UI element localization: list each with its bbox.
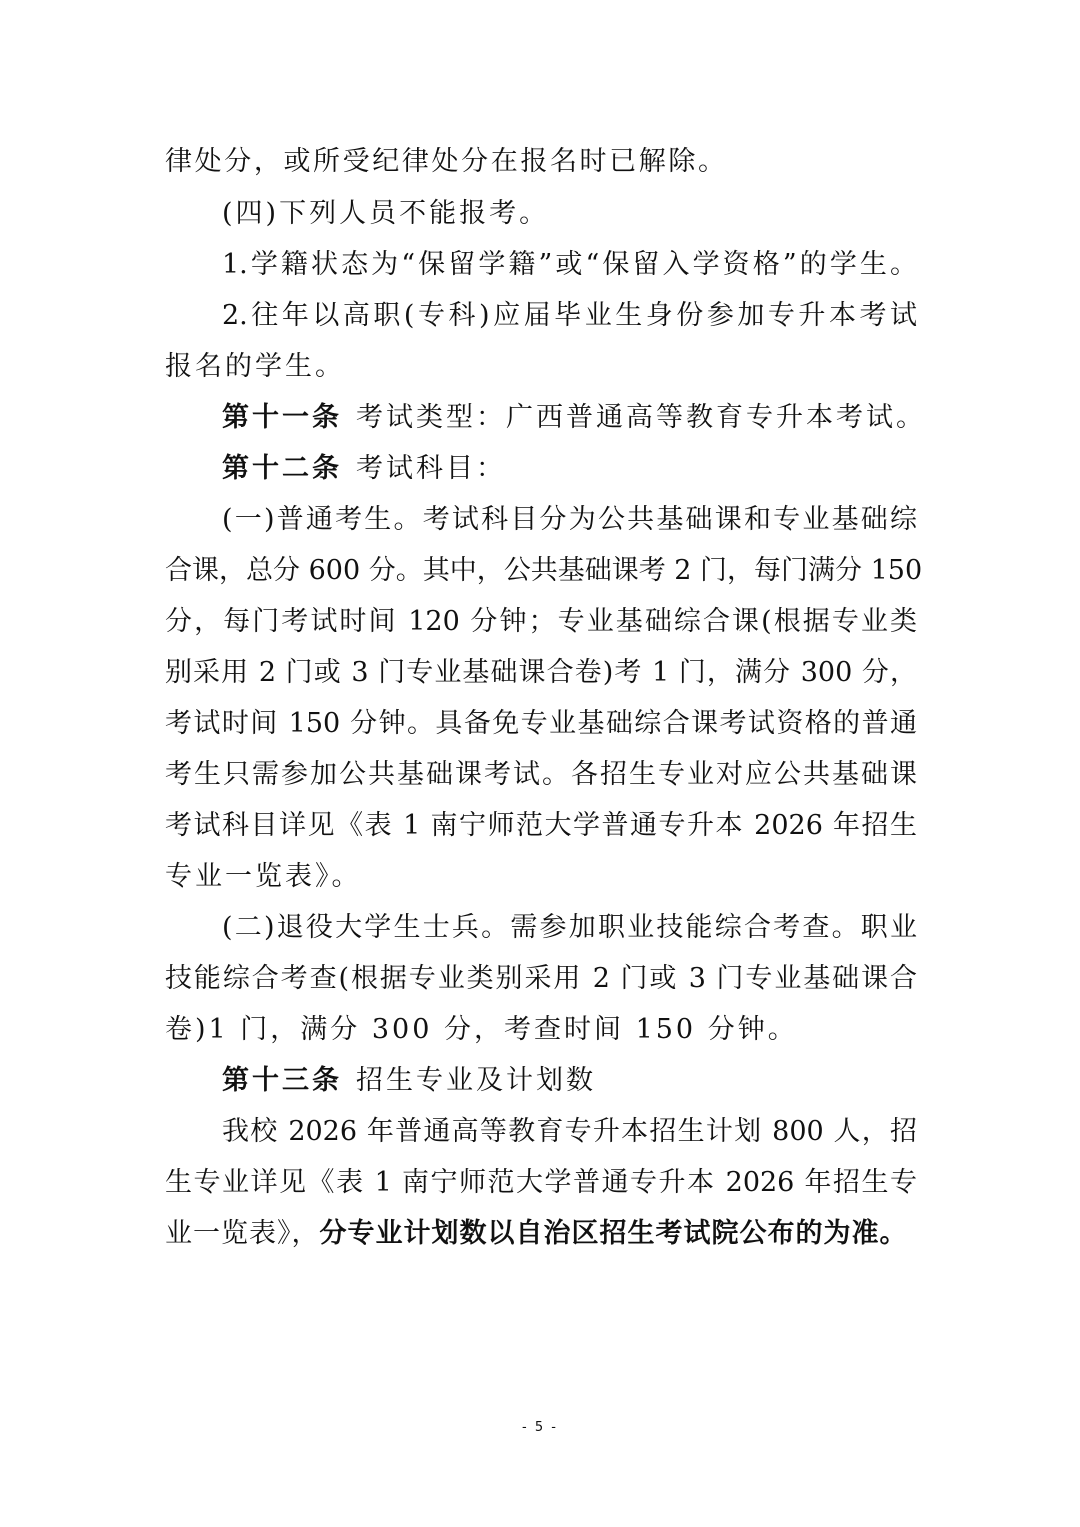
paragraph-line-last <box>165 1214 917 1254</box>
paragraph-line: 1.学籍状态为“保留学籍”或“保留入学资格”的学生。 <box>222 249 917 280</box>
article-11 <box>222 398 926 438</box>
paragraph-line: 考试时间 150 分钟。具备免专业基础综合课考试资格的普通 <box>165 708 917 739</box>
paragraph-line: (二)退役大学生士兵。需参加职业技能综合考查。职业 <box>222 912 917 943</box>
paragraph-line: 2.往年以高职(专科)应届毕业生身份参加专升本考试 <box>222 300 917 331</box>
article-13-title: 第十三条 <box>222 1065 342 1096</box>
paragraph-line: (四)下列人员不能报考。 <box>222 198 550 229</box>
article-12-text: 考试科目： <box>356 453 506 484</box>
paragraph-line: 我校 2026 年普通高等教育专升本招生计划 800 人，招 <box>222 1116 917 1147</box>
article-11-title: 第十一条 <box>222 402 342 433</box>
paragraph-line: 专业一览表》。 <box>165 861 362 892</box>
paragraph-line: 律处分，或所受纪律处分在报名时已解除。 <box>165 146 725 177</box>
plan-text: 业一览表》， <box>165 1218 320 1249</box>
paragraph-line: 生专业详见《表 1 南宁师范大学普通专升本 2026 年招生专 <box>165 1167 917 1198</box>
article-13 <box>222 1061 917 1101</box>
paragraph-line: 别采用 2 门或 3 门专业基础课合卷)考 1 门，满分 300 分， <box>165 657 917 688</box>
page-number: - 5 - <box>522 1420 558 1435</box>
article-13-text: 招生专业及计划数 <box>356 1065 596 1096</box>
paragraph-line: (一)普通考生。考试科目分为公共基础课和专业基础综 <box>222 504 917 535</box>
paragraph-line: 技能综合考查(根据专业类别采用 2 门或 3 门专业基础课合 <box>165 963 917 994</box>
paragraph-line: 报名的学生。 <box>165 351 345 382</box>
plan-emphasis: 分专业计划数以自治区招生考试院公布的为准。 <box>319 1218 908 1249</box>
article-11-text: 考试类型：广西普通高等教育专升本考试。 <box>356 402 926 433</box>
article-12 <box>222 449 917 489</box>
paragraph-line: 合课，总分 600 分。其中，公共基础课考 2 门，每门满分 150 <box>165 555 923 586</box>
article-12-title: 第十二条 <box>222 453 342 484</box>
paragraph-line: 卷)1 门，满分 300 分，考查时间 150 分钟。 <box>165 1014 798 1045</box>
paragraph-line: 考试科目详见《表 1 南宁师范大学普通专升本 2026 年招生 <box>165 810 917 841</box>
paragraph-line: 分，每门考试时间 120 分钟；专业基础综合课(根据专业类 <box>165 606 917 637</box>
paragraph-line: 考生只需参加公共基础课考试。各招生专业对应公共基础课 <box>165 759 917 790</box>
